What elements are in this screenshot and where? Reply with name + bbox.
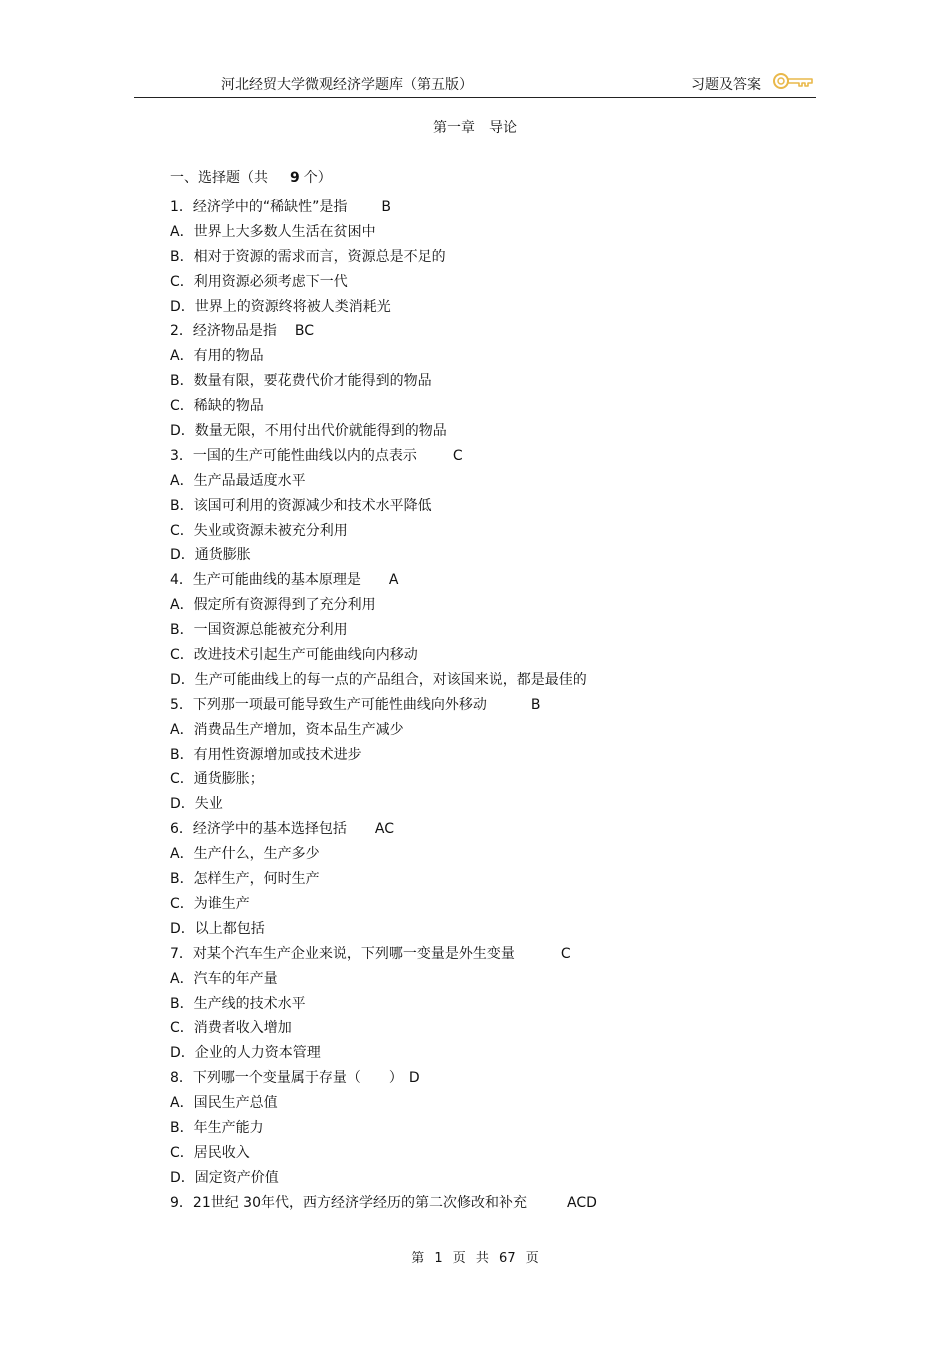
answer-option: B．怎样生产，何时生产 xyxy=(170,871,320,888)
chapter-title: 第一章 导论 xyxy=(433,120,517,136)
answer-option: B．数量有限，要花费代价才能得到的物品 xyxy=(170,373,432,390)
answer-option: A．国民生产总值 xyxy=(170,1095,278,1112)
question-text: 2．经济物品是指 xyxy=(170,323,277,340)
answer-option: A．有用的物品 xyxy=(170,348,264,365)
question-text: 5．下列那一项最可能导致生产可能性曲线向外移动 xyxy=(170,696,487,713)
answer-option: D．企业的人力资本管理 xyxy=(170,1045,321,1062)
answer-option: D．以上都包括 xyxy=(170,920,265,937)
section-heading xyxy=(170,168,332,188)
question-text: 7．对某个汽车生产企业来说，下列哪一变量是外生变量 xyxy=(170,945,515,962)
question-answer: B xyxy=(530,696,541,713)
answer-option: C．消费者收入增加 xyxy=(170,1020,292,1037)
question-answer: A xyxy=(388,572,399,589)
answer-option: A．世界上大多数人生活在贫困中 xyxy=(170,223,376,240)
question-text: 4．生产可能曲线的基本原理是 xyxy=(170,572,361,589)
answer-option: B．有用性资源增加或技术进步 xyxy=(170,746,362,763)
question-stem xyxy=(170,817,810,842)
answer-option: B．一国资源总能被充分利用 xyxy=(170,622,348,639)
question-text: 6．经济学中的基本选择包括 xyxy=(170,821,347,838)
answer-option: C．稀缺的物品 xyxy=(170,398,264,415)
question-text: 3．一国的生产可能性曲线以内的点表示 xyxy=(170,447,417,464)
section-heading-prefix: 一、选择题（共 xyxy=(170,170,268,186)
question-answer: ACD xyxy=(567,1194,597,1211)
page-footer: 第 1 页 共 67 页 xyxy=(411,1251,539,1266)
question-stem xyxy=(170,444,810,469)
answer-option: D．生产可能曲线上的每一点的产品组合，对该国来说，都是最佳的 xyxy=(170,671,587,688)
question-text: 9．21世纪 30年代，西方经济学经历的第二次修改和补充 xyxy=(170,1194,527,1211)
question-stem xyxy=(170,568,810,593)
question-count: 9 xyxy=(290,170,300,186)
header-right-label: 习题及答案 xyxy=(691,77,761,93)
key-icon xyxy=(772,70,814,92)
question-answer: C xyxy=(452,447,463,464)
answer-option: B．年生产能力 xyxy=(170,1119,264,1136)
answer-option: A．消费品生产增加，资本品生产减少 xyxy=(170,721,404,738)
question-stem xyxy=(170,942,810,967)
answer-option: B．相对于资源的需求而言，资源总是不足的 xyxy=(170,248,446,265)
question-answer: AC xyxy=(374,821,395,838)
answer-option: C．居民收入 xyxy=(170,1144,250,1161)
answer-option: C．通货膨胀； xyxy=(170,771,264,788)
header-title: 河北经贸大学微观经济学题库（第五版） xyxy=(221,77,473,93)
question-answer: BC xyxy=(294,323,315,340)
question-stem xyxy=(170,1066,810,1091)
question-stem xyxy=(170,1191,810,1216)
answer-option: D．数量无限，不用付出代价就能得到的物品 xyxy=(170,423,447,440)
answer-option: A．生产品最适度水平 xyxy=(170,472,306,489)
answer-option: C．为谁生产 xyxy=(170,895,250,912)
answer-option: A．生产什么，生产多少 xyxy=(170,846,320,863)
answer-option: A．汽车的年产量 xyxy=(170,970,278,987)
answer-option: B．该国可利用的资源减少和技术水平降低 xyxy=(170,497,432,514)
question-stem xyxy=(170,319,810,344)
question-stem xyxy=(170,693,810,718)
section-heading-suffix: 个） xyxy=(303,170,332,186)
answer-option: D．通货膨胀 xyxy=(170,547,251,564)
question-text: 1．经济学中的“稀缺性”是指 xyxy=(170,199,348,215)
question-stem xyxy=(170,195,810,220)
answer-option: C．失业或资源未被充分利用 xyxy=(170,522,348,539)
answer-option: C．改进技术引起生产可能曲线向内移动 xyxy=(170,647,418,664)
answer-option: D．世界上的资源终将被人类消耗光 xyxy=(170,298,391,315)
answer-option: D．固定资产价值 xyxy=(170,1169,279,1186)
question-text: 8．下列哪一个变量属于存量（ ） xyxy=(170,1070,403,1087)
answer-option: C．利用资源必须考虑下一代 xyxy=(170,273,348,290)
answer-option: D．失业 xyxy=(170,796,223,813)
answer-option: B．生产线的技术水平 xyxy=(170,995,306,1012)
question-list xyxy=(170,195,810,1216)
question-answer: B xyxy=(381,199,392,215)
header-rule xyxy=(134,97,816,98)
answer-option: A．假定所有资源得到了充分利用 xyxy=(170,597,376,614)
question-answer: C xyxy=(560,945,571,962)
question-answer: D xyxy=(408,1070,420,1087)
